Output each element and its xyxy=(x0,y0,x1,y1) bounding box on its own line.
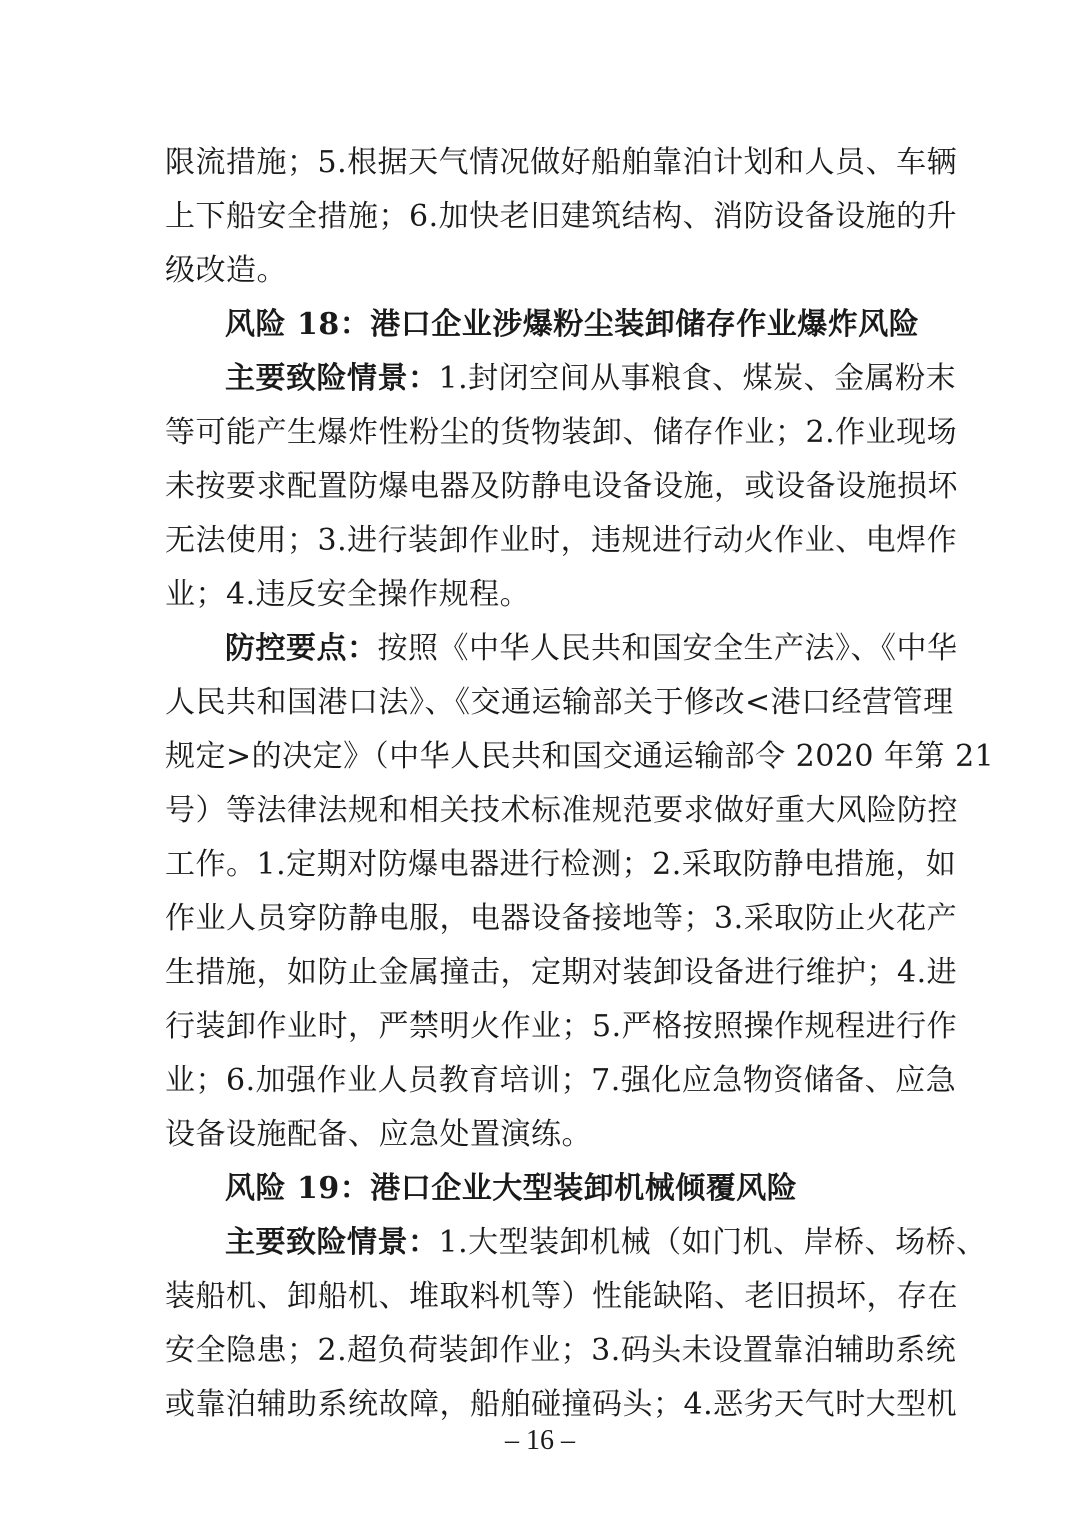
control-text: 按照《中华人民共和国安全生产法》、《中华 xyxy=(377,631,958,666)
text-line: 生措施，如防止金属撞击，定期对装卸设备进行维护；4.进 xyxy=(165,955,958,990)
risk-18-control-first-line xyxy=(165,622,958,676)
scenario-text: 1.封闭空间从事粮食、煤炭、金属粉末 xyxy=(438,361,957,396)
scenario-text: 1.大型装卸机械（如门机、岸桥、场桥、 xyxy=(438,1225,987,1260)
text-line: 安全隐患；2.超负荷装卸作业；3.码头未设置靠泊辅助系统 xyxy=(165,1333,957,1368)
risk-18-scenario-first-line xyxy=(165,352,957,406)
text-line: 设备设施配备、应急处置演练。 xyxy=(165,1117,592,1152)
page-number: – 16 – xyxy=(505,1425,575,1456)
text-line: 作业人员穿防静电服，电器设备接地等；3.采取防止火花产 xyxy=(165,901,958,936)
scenario-label: 主要致险情景： xyxy=(225,1225,439,1260)
text-line: 上下船安全措施；6.加快老旧建筑结构、消防设备设施的升 xyxy=(165,199,958,234)
scenario-label: 主要致险情景： xyxy=(225,361,439,396)
risk-18-heading: 风险 18：港口企业涉爆粉尘装卸储存作业爆炸风险 xyxy=(225,307,920,342)
control-label: 防控要点： xyxy=(225,631,378,666)
text-line: 未按要求配置防爆电器及防静电设备设施，或设备设施损坏 xyxy=(165,469,958,504)
risk-19-heading: 风险 19：港口企业大型装卸机械倾覆风险 xyxy=(225,1171,798,1206)
text-line: 工作。1.定期对防爆电器进行检测；2.采取防静电措施，如 xyxy=(165,847,957,882)
text-line: 装船机、卸船机、堆取料机等）性能缺陷、老旧损坏，存在 xyxy=(165,1279,958,1314)
text-line: 人民共和国港口法》、《交通运输部关于修改<港口经营管理 xyxy=(165,685,954,720)
text-line: 行装卸作业时，严禁明火作业；5.严格按照操作规程进行作 xyxy=(165,1009,958,1044)
text-line: 规定>的决定》（中华人民共和国交通运输部令 2020 年第 21 xyxy=(165,739,995,774)
text-line: 无法使用；3.进行装卸作业时，违规进行动火作业、电焊作 xyxy=(165,523,958,558)
text-line: 号）等法律法规和相关技术标准规范要求做好重大风险防控 xyxy=(165,793,958,828)
text-line: 或靠泊辅助系统故障，船舶碰撞码头；4.恶劣天气时大型机 xyxy=(165,1387,958,1422)
text-line: 级改造。 xyxy=(165,253,287,288)
text-line: 限流措施；5.根据天气情况做好船舶靠泊计划和人员、车辆 xyxy=(165,145,958,180)
text-line: 等可能产生爆炸性粉尘的货物装卸、储存作业；2.作业现场 xyxy=(165,415,958,450)
document-body xyxy=(165,136,995,1432)
risk-19-scenario-first-line xyxy=(165,1216,987,1270)
text-line: 业；4.违反安全操作规程。 xyxy=(165,577,531,612)
text-line: 业；6.加强作业人员教育培训；7.强化应急物资储备、应急 xyxy=(165,1063,957,1098)
